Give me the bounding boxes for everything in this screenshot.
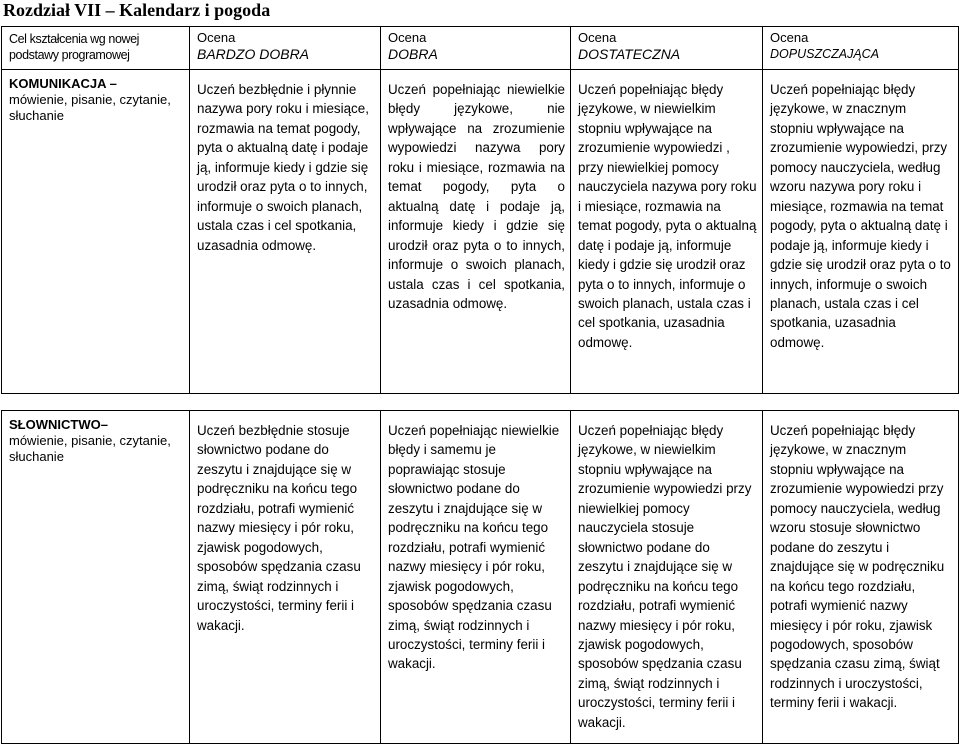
criteria-cell — [763, 411, 959, 744]
header-grade-cell — [190, 27, 381, 70]
row-spacer — [2, 394, 959, 411]
criteria-cell — [571, 411, 763, 744]
page-title: Rozdział VII – Kalendarz i pogoda — [3, 0, 271, 20]
criteria-cell — [763, 70, 959, 394]
grade-name-dostateczna: DOSTATECZNA — [578, 46, 681, 62]
header-grade-cell — [571, 27, 763, 70]
criteria-text: Uczeń popełniając błędy językowe, w znacznym stopniu wpływające na zrozumienie wypowiedzi przy pomocy nauczyciela, według wzoru stosuje słownictwo podane do zeszytu i znajdujące się w podręczniku na końcu tego rozdziału, potrafi wymienić nazwy miesięcy i pór roku, zjawisk pogodowych, sposobów spędzania czasu zimą, świąt rodzinnych i uroczystości, terminy ferii i wakacji. — [770, 423, 945, 711]
grade-prefix: Ocena — [770, 30, 809, 45]
criteria-cell — [571, 70, 763, 394]
header-grade-cell — [381, 27, 571, 70]
grade-prefix: Ocena — [388, 30, 427, 45]
table-header-row — [2, 27, 959, 70]
criteria-text: Uczeń popełniając błędy językowe, w niewielkim stopniu wpływające na zrozumienie wypowiedzi przy niewielkiej pomocy nauczyciela stosuje słownictwo podane do zeszytu i znajdujące się w podręczniku na końcu tego rozdziału, potrafi wymienić nazwy miesięcy i pór roku, zjawisk pogodowych, sposobów spędzania czasu zimą, świąt rodzinnych i uroczystości, terminy ferii i wakacji. — [578, 423, 752, 730]
header-goal-cell — [2, 27, 190, 70]
table-row — [2, 70, 959, 394]
goal-label: Cel kształcenia wg nowej podstawy programowej — [9, 32, 140, 62]
grade-prefix: Ocena — [578, 30, 617, 45]
criteria-text: Uczeń popełniając błędy językowe, w niewielkim stopniu wpływające na zrozumienie wypowiedzi , przy niewielkiej pomocy nauczyciela nazywa pory roku i miesiące, rozmawia na temat pogody, pyta o aktualną datę i podaje ją, informuje kiedy i gdzie się urodził oraz pyta o to innych, informuje o swoich planach, ustala czas i cel spotkania, uzasadnia odmowę. — [578, 82, 757, 350]
criteria-text: Uczeń bezbłędnie i płynnie nazywa pory roku i miesiące, rozmawia na temat pogody, pyta o aktualną datę i podaje ją, informuje kiedy i gdzie się urodził oraz pyta o to innych, informuje o swoich planach, ustala czas i cel spotkania, uzasadnia odmowę. — [197, 82, 369, 253]
area-cell — [2, 411, 190, 744]
area-cell — [2, 70, 190, 394]
criteria-text: Uczeń popełniając błędy językowe, w znacznym stopniu wpływające na zrozumienie wypowiedzi, przy pomocy nauczyciela, według wzoru nazywa pory roku i miesiące, rozmawia na temat pogody, pyta o aktualną datę i podaje ją, informuje kiedy i gdzie się urodził oraz pyta o to innych, informuje o swoich planach, ustala czas i cel spotkania, uzasadnia odmowę. — [770, 82, 951, 350]
criteria-cell — [381, 411, 571, 744]
criteria-cell — [190, 70, 381, 394]
criteria-text: Uczeń popełniając niewielkie błędy i samemu je poprawiając stosuje słownictwo podane do zeszytu i znajdujące się w podręczniku na końcu tego rozdziału, potrafi wymienić nazwy miesięcy i pór roku, zjawisk pogodowych, sposobów spędzania czasu zimą, świąt rodzinnych i uroczystości, terminy ferii i wakacji. — [388, 423, 560, 672]
area-skills: mówienie, pisanie, czytanie, słuchanie — [9, 433, 171, 464]
grade-name-dobra: DOBRA — [388, 46, 438, 62]
grading-table — [1, 26, 959, 744]
grade-prefix: Ocena — [197, 30, 236, 45]
criteria-text: Uczeń popełniając niewielkie błędy językowe, nie wpływające na zrozumienie wypowiedzi nazywa pory roku i miesiące, rozmawia na temat pogody, pyta o aktualną datę i podaje ją, informuje kiedy i gdzie się urodził oraz pyta o to innych, informuje o swoich planach, ustala czas i cel spotkania, uzasadnia odmowę. — [388, 82, 565, 311]
table-row — [2, 411, 959, 744]
grade-name-dopuszczajaca: DOPUSZCZAJĄCA — [770, 47, 880, 61]
criteria-cell — [190, 411, 381, 744]
area-title: KOMUNIKACJA – — [9, 76, 117, 91]
area-title: SŁOWNICTWO– — [9, 417, 108, 432]
criteria-cell — [381, 70, 571, 394]
criteria-text: Uczeń bezbłędnie stosuje słownictwo podane do zeszytu i znajdujące się w podręczniku na końcu tego rozdziału, potrafi wymienić nazwy miesięcy i pór roku, zjawisk pogodowych, sposobów spędzania czasu zimą, świąt rodzinnych i uroczystości, terminy ferii i wakacji. — [197, 423, 361, 633]
area-skills: mówienie, pisanie, czytanie, słuchanie — [9, 92, 171, 123]
grade-name-bardzo-dobra: BARDZO DOBRA — [197, 46, 310, 62]
header-grade-cell — [763, 27, 959, 70]
